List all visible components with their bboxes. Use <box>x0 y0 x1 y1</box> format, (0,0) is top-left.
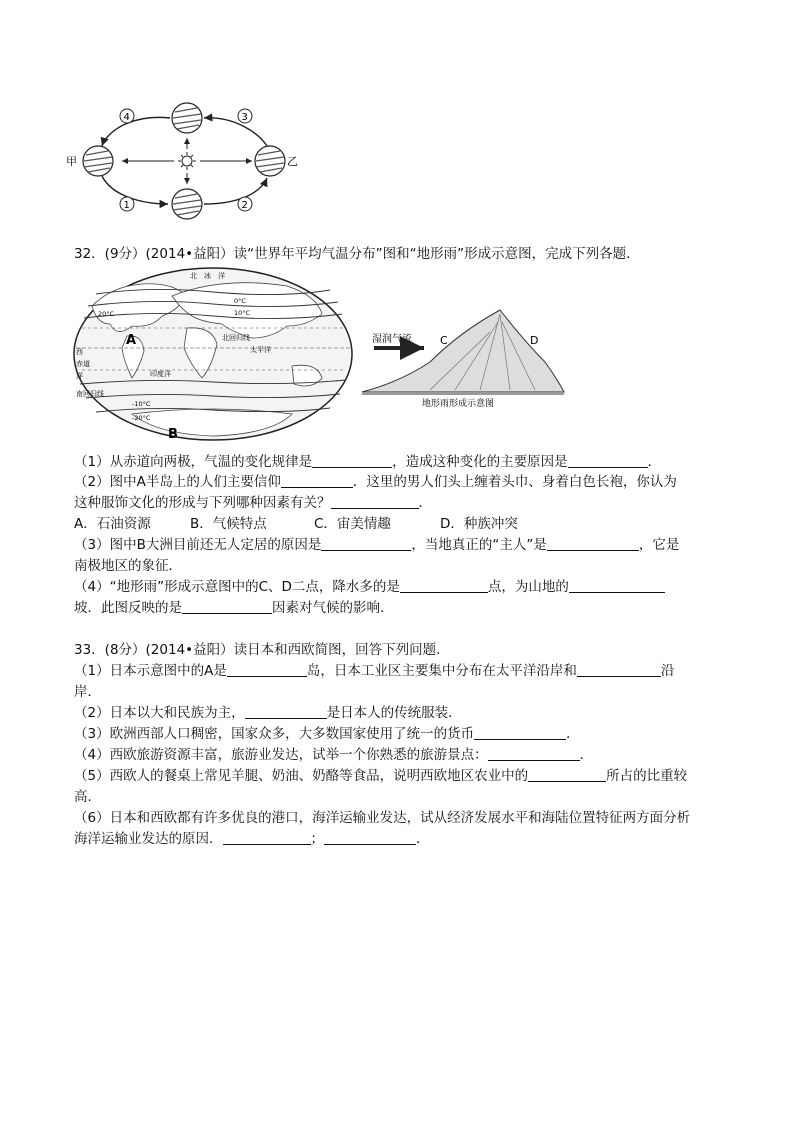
arrow-number-3 <box>238 109 252 123</box>
answer-blank[interactable] <box>488 746 580 761</box>
map-letter-b: B <box>168 427 178 442</box>
earth-top <box>172 103 202 133</box>
q32-header: 32．(9分）(2014•益阳）读“世界年平均气温分布”图和“地形雨”形成示意图，完成下列各题． <box>74 246 640 262</box>
map-isotherm-neg10: -10°C <box>132 400 151 408</box>
map-isotherm-neg20: -20°C <box>132 414 151 422</box>
answer-blank[interactable] <box>547 536 639 551</box>
q32-item1: （1）从赤道向两极，气温的变化规律是 ，造成这种变化的主要原因是 ． <box>74 454 662 470</box>
q32-item4-cont: 坡．此图反映的是 因素对气候的影响． <box>74 600 394 616</box>
answer-blank[interactable] <box>281 473 353 488</box>
arrow-number-1 <box>120 197 134 211</box>
rain-point-c: C <box>440 334 448 347</box>
q33-item4: （4）西欧旅游资源丰富，旅游业发达，试举一个你熟悉的旅游景点： ． <box>74 747 594 763</box>
option-b[interactable]: B．气候特点 <box>190 516 267 532</box>
answer-blank[interactable] <box>223 830 311 845</box>
q32-item3: （3）图中B大洲目前还无人定居的原因是 ，当地真正的“主人”是 ，它是 <box>74 537 680 553</box>
earth-left-jia <box>83 146 113 176</box>
answer-blank[interactable] <box>312 453 392 468</box>
orbit-arc-1 <box>102 176 168 204</box>
map-isotherm-20: 20°C <box>98 310 115 318</box>
rain-figure-caption: 地形雨形成示意图 <box>422 399 495 408</box>
map-label-pacific: 太平洋 <box>250 346 271 354</box>
map-isotherm-10: 10°C <box>234 309 251 317</box>
svg-text:3: 3 <box>241 112 248 123</box>
q33-item1: （1）日本示意图中的A是 岛，日本工业区主要集中分布在太平洋沿岸和 沿 <box>74 663 675 679</box>
mountain-shape <box>362 310 564 392</box>
orbit-arc-4 <box>102 117 170 146</box>
orbit-arc-3 <box>204 118 267 146</box>
q32-item3-cont: 南极地区的象征． <box>74 558 182 574</box>
answer-blank[interactable] <box>569 578 665 593</box>
answer-blank[interactable] <box>182 599 272 614</box>
q33-item6-cont: 海洋运输业发达的原因． ； ． <box>74 831 430 847</box>
world-temperature-map <box>72 266 354 442</box>
map-label-equator: 赤道 <box>76 360 90 368</box>
svg-text:4: 4 <box>123 112 130 123</box>
earth-bottom <box>172 189 202 219</box>
answer-blank[interactable] <box>321 536 411 551</box>
q33-item6: （6）日本和西欧都有许多优良的港口，海洋运输业发达，试从经济发展水平和海陆位置特征两方面分析 <box>74 810 691 826</box>
orbit-arc-2 <box>204 178 267 204</box>
option-c[interactable]: C．宙美情趣 <box>314 516 391 532</box>
q32-item2: （2）图中A半岛上的人们主要信仰 ．这里的男人们头上缠着头巾、身着白色长袍，你认为 <box>74 474 677 490</box>
answer-blank[interactable] <box>400 578 488 593</box>
answer-blank[interactable] <box>245 704 327 719</box>
label-yi: 乙 <box>287 155 298 168</box>
earth-orbit-figure <box>62 96 302 222</box>
arrow-number-2 <box>238 197 252 211</box>
answer-blank[interactable] <box>528 767 606 782</box>
map-label-tropic-capricorn: 南回归线 <box>76 390 104 398</box>
sun-icon <box>178 152 196 170</box>
q33-item3: （3）欧洲西部人口稠密，国家众多，大多数国家使用了统一的货币 ． <box>74 726 580 742</box>
answer-blank[interactable] <box>324 830 416 845</box>
q32-item2-cont: 这种服饰文化的形成与下列哪种因素有关？ ． <box>74 495 432 511</box>
q33-item5-cont: 高． <box>74 789 101 805</box>
q33-item1-cont: 岸． <box>74 684 101 700</box>
rain-point-d: D <box>530 334 539 347</box>
earth-right-yi <box>255 146 285 176</box>
q32-options <box>74 514 518 534</box>
arrow-number-4 <box>120 109 134 123</box>
q32-item4: （4）“地形雨”形成示意图中的C、D二点，降水多的是 点，为山地的 <box>74 577 665 597</box>
answer-blank[interactable] <box>568 453 648 468</box>
rain-airflow-label: 湿润气流 <box>372 334 412 345</box>
answer-blank[interactable] <box>577 662 661 677</box>
map-label-ocean: 洋 <box>76 372 83 380</box>
label-jia: 甲 <box>66 155 77 168</box>
svg-text:1: 1 <box>123 200 130 211</box>
q33-item2: （2）日本以大和民族为主， 是日本人的传统服装． <box>74 705 462 721</box>
answer-blank[interactable] <box>331 494 419 509</box>
answer-blank[interactable] <box>474 725 566 740</box>
q33-header: 33．(8分）(2014•益阳）读日本和西欧简图，回答下列问题． <box>74 642 450 658</box>
q33-item5: （5）西欧人的餐桌上常见羊腿、奶油、奶酪等食品，说明西欧地区农业中的 所占的比重较 <box>74 768 688 784</box>
option-d[interactable]: D．种族冲突 <box>440 516 518 532</box>
svg-text:2: 2 <box>241 200 248 211</box>
map-label-tropic-cancer: 北回归线 <box>222 334 250 342</box>
map-label-indian: 印度洋 <box>150 370 171 378</box>
orographic-rain-figure <box>360 302 566 408</box>
map-isotherm-0: 0°C <box>234 297 246 305</box>
map-letter-a: A <box>126 333 137 348</box>
map-label-arctic: 北 冰 洋 <box>190 272 225 280</box>
option-a[interactable]: A．石油资源 <box>74 516 151 532</box>
answer-blank[interactable] <box>227 662 307 677</box>
map-label-west: 西 <box>76 348 83 356</box>
